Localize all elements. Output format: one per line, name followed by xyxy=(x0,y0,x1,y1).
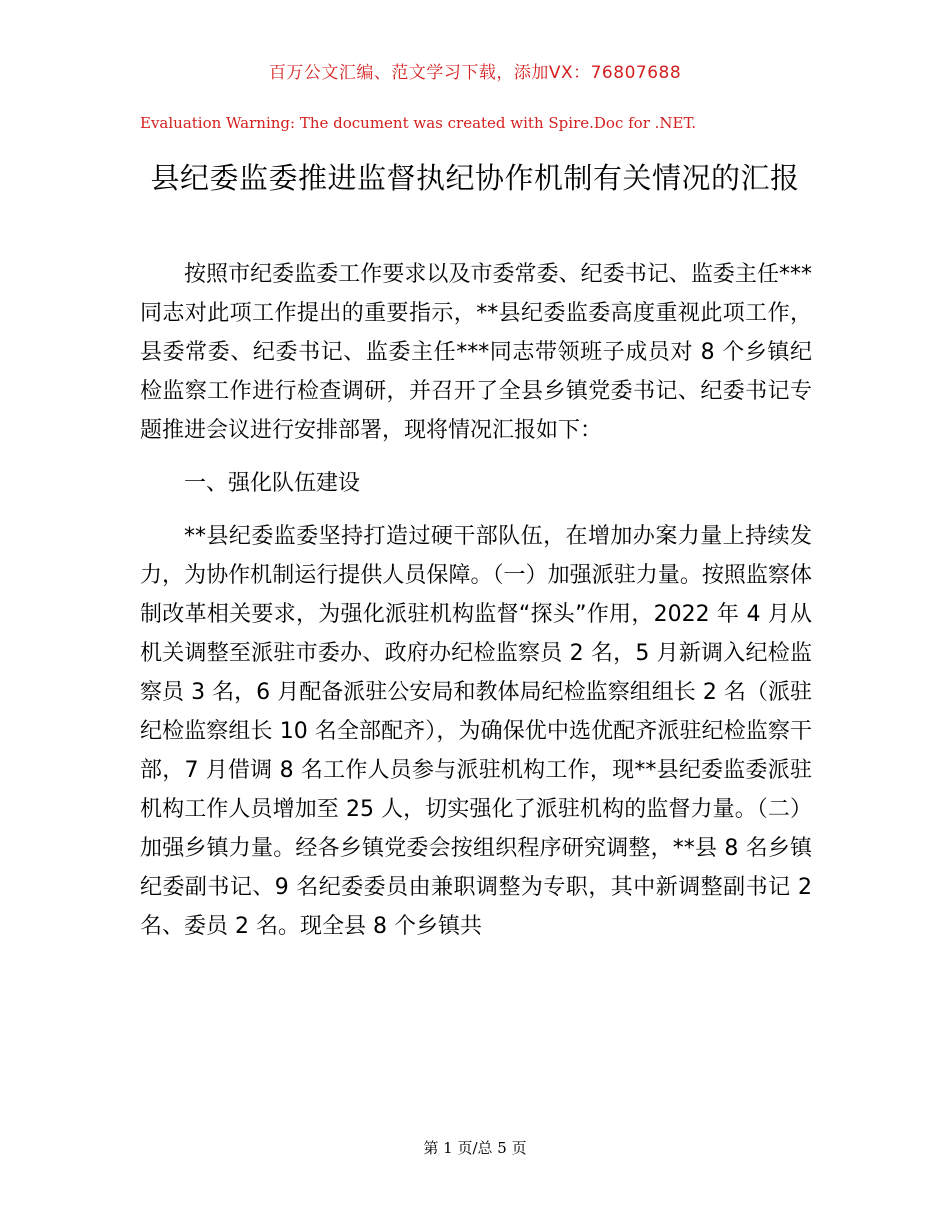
evaluation-warning: Evaluation Warning: The document was created with Spire.Doc for .NET. xyxy=(140,114,697,132)
page-number: 第 1 页/总 5 页 xyxy=(423,1139,527,1157)
document-title: 县纪委监委推进监督执纪协作机制有关情况的汇报 xyxy=(150,161,800,195)
section-heading: 一、强化队伍建设 xyxy=(184,471,361,496)
paragraph-team-building: **县纪委监委坚持打造过硬干部队伍，在增加办案力量上持续发力，为协作机制运行提供人员保障。（一）加强派驻力量。按照监察体制改革相关要求，为强化派驻机构监督“探头”作用，2022 年 4 月从机关调整至派驻市委办、政府办纪检监察员 2 名，5 月新调入纪检监察员 3 名，6 月配备派驻公安局和教体局纪检监察组组长 2 名（派驻纪检监察组长 10 名全部配齐），为确保优中选优配齐派驻纪检监察干部，7 月借调 8 名工作人员参与派驻机构工作，现**县纪委监委派驻机构工作人员增加至 25 人，切实强化了派驻机构的监督力量。（二）加强乡镇力量。经各乡镇党委会按组织程序研究调整，**县 8 名乡镇纪委副书记、9 名纪委委员由兼职调整为专职，其中新调整副书记 2 名、委员 2 名。现全县 8 个乡镇共 xyxy=(140,524,812,939)
paragraph-intro: 按照市纪委监委工作要求以及市委常委、纪委书记、监委主任***同志对此项工作提出的重要指示，**县纪委监委高度重视此项工作，县委常委、纪委书记、监委主任***同志带领班子成员对 8 个乡镇纪检监察工作进行检查调研，并召开了全县乡镇党委书记、纪委书记专题推进会议进行安排部署，现将情况汇报如下： xyxy=(140,262,812,443)
header-banner: 百万公文汇编、范文学习下载，添加VX：76807688 xyxy=(268,63,682,83)
document-body xyxy=(140,255,812,946)
